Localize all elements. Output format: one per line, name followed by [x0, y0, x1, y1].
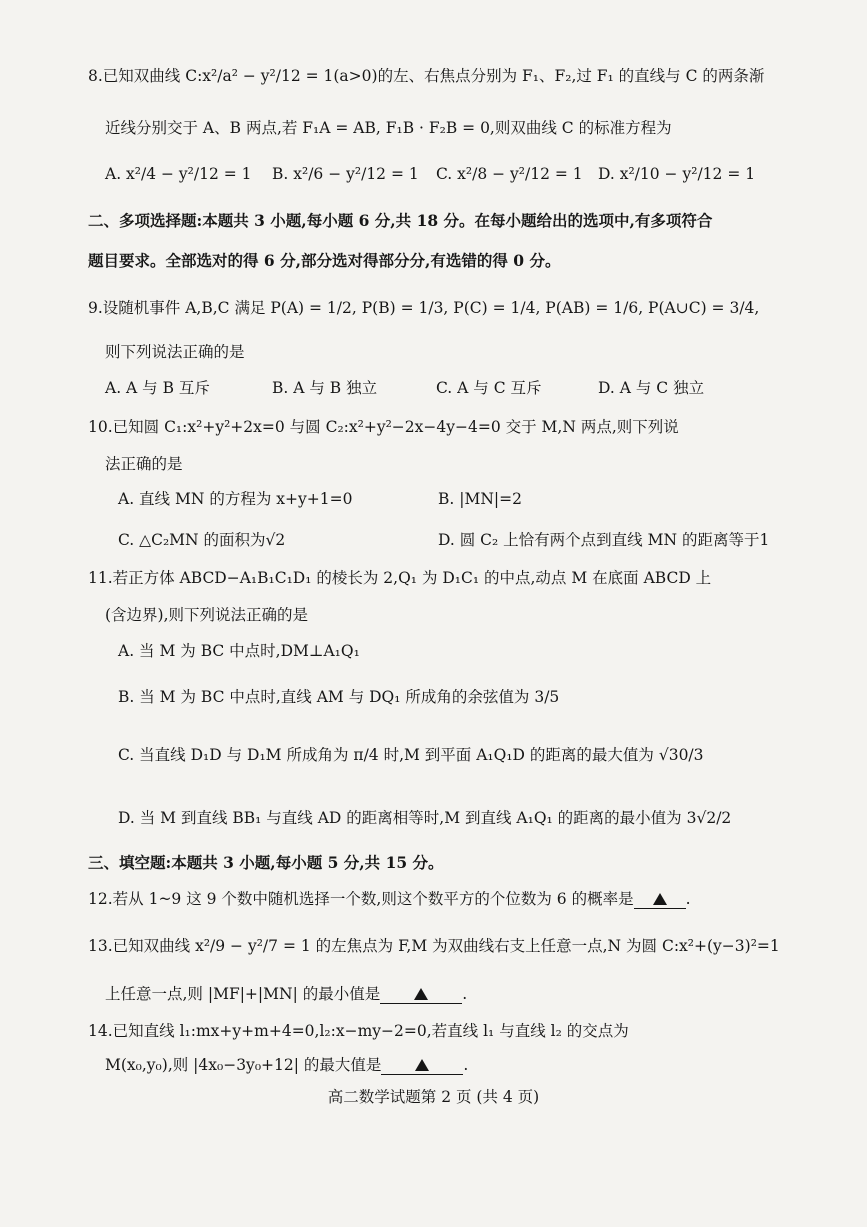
section3-heading: 三、填空题:本题共 3 小题,每小题 5 分,共 15 分。 — [88, 853, 444, 872]
q12-end: . — [685, 890, 691, 908]
triangle-marker-icon — [415, 1059, 429, 1071]
q8-option-c: C. x²/8 − y²/12 = 1 — [436, 165, 583, 183]
q11-option-b: B. 当 M 为 BC 中点时,直线 AM 与 DQ₁ 所成角的余弦值为 3/5 — [118, 688, 560, 706]
q10-stem-line1: 10.已知圆 C₁:x²+y²+2x=0 与圆 C₂:x²+y²−2x−4y−4=0 交于 M,N 两点,则下列说 — [88, 418, 679, 436]
q13-stem-line1: 13.已知双曲线 x²/9 − y²/7 = 1 的左焦点为 F,M 为双曲线右支上任意一点,N 为圆 C:x²+(y−3)²=1 — [88, 937, 780, 955]
q14-stem-line1: 14.已知直线 l₁:mx+y+m+4=0,l₂:x−my−2=0,若直线 l₁ 与直线 l₂ 的交点为 — [88, 1022, 629, 1040]
q9-stem-line2: 则下列说法正确的是 — [105, 343, 245, 361]
q13-text: 上任意一点,则 |MF|+|MN| 的最小值是 — [105, 985, 381, 1003]
triangle-marker-icon — [653, 893, 667, 905]
q14-stem-line2 — [105, 1058, 468, 1075]
q8-stem-line1: 8.已知双曲线 C:x²/a² − y²/12 = 1(a>0)的左、右焦点分别为 F₁、F₂,过 F₁ 的直线与 C 的两条渐 — [88, 67, 765, 85]
q12-stem — [88, 892, 691, 909]
q13-answer-blank[interactable] — [380, 987, 462, 1004]
triangle-marker-icon — [414, 988, 428, 1000]
q14-end: . — [463, 1056, 469, 1074]
q11-stem-line2: (含边界),则下列说法正确的是 — [105, 606, 309, 624]
q13-stem-line2 — [105, 987, 467, 1004]
q14-answer-blank[interactable] — [381, 1058, 463, 1075]
page-footer: 高二数学试题第 2 页 (共 4 页) — [327, 1088, 540, 1106]
q8-stem-line2: 近线分别交于 A、B 两点,若 F₁A = AB, F₁B · F₂B = 0,则双曲线 C 的标准方程为 — [105, 119, 672, 137]
q9-option-a: A. A 与 B 互斥 — [105, 379, 210, 397]
q10-stem-line2: 法正确的是 — [105, 455, 183, 473]
q11-stem-line1: 11.若正方体 ABCD−A₁B₁C₁D₁ 的棱长为 2,Q₁ 为 D₁C₁ 的中点,动点 M 在底面 ABCD 上 — [88, 569, 712, 587]
q9-option-d: D. A 与 C 独立 — [598, 379, 705, 397]
q13-end: . — [462, 985, 468, 1003]
section2-heading-line2: 题目要求。全部选对的得 6 分,部分选对得部分分,有选错的得 0 分。 — [88, 251, 561, 270]
q11-option-a: A. 当 M 为 BC 中点时,DM⊥A₁Q₁ — [118, 642, 360, 660]
q8-option-b: B. x²/6 − y²/12 = 1 — [272, 165, 419, 183]
q8-option-d: D. x²/10 − y²/12 = 1 — [598, 165, 756, 183]
q9-option-b: B. A 与 B 独立 — [272, 379, 378, 397]
q12-text: 12.若从 1~9 这 9 个数中随机选择一个数,则这个数平方的个位数为 6 的概率是 — [88, 890, 634, 908]
q10-option-b: B. |MN|=2 — [438, 490, 522, 508]
q12-answer-blank[interactable] — [634, 892, 686, 909]
q10-option-a: A. 直线 MN 的方程为 x+y+1=0 — [118, 490, 353, 508]
q14-text: M(x₀,y₀),则 |4x₀−3y₀+12| 的最大值是 — [105, 1056, 382, 1074]
section2-heading-line1: 二、多项选择题:本题共 3 小题,每小题 6 分,共 18 分。在每小题给出的选项中,有多项符合 — [88, 211, 713, 230]
q11-option-d: D. 当 M 到直线 BB₁ 与直线 AD 的距离相等时,M 到直线 A₁Q₁ 的距离的最小值为 3√2/2 — [118, 809, 732, 827]
q11-option-c: C. 当直线 D₁D 与 D₁M 所成角为 π/4 时,M 到平面 A₁Q₁D 的距离的最大值为 √30/3 — [118, 746, 704, 764]
q10-option-c: C. △C₂MN 的面积为√2 — [118, 531, 286, 549]
q8-option-a: A. x²/4 − y²/12 = 1 — [105, 165, 252, 183]
q10-option-d: D. 圆 C₂ 上恰有两个点到直线 MN 的距离等于1 — [438, 531, 770, 549]
q9-option-c: C. A 与 C 互斥 — [436, 379, 542, 397]
q9-stem-line1: 9.设随机事件 A,B,C 满足 P(A) = 1/2, P(B) = 1/3, P(C) = 1/4, P(AB) = 1/6, P(A∪C) = 3/4, — [88, 299, 760, 317]
